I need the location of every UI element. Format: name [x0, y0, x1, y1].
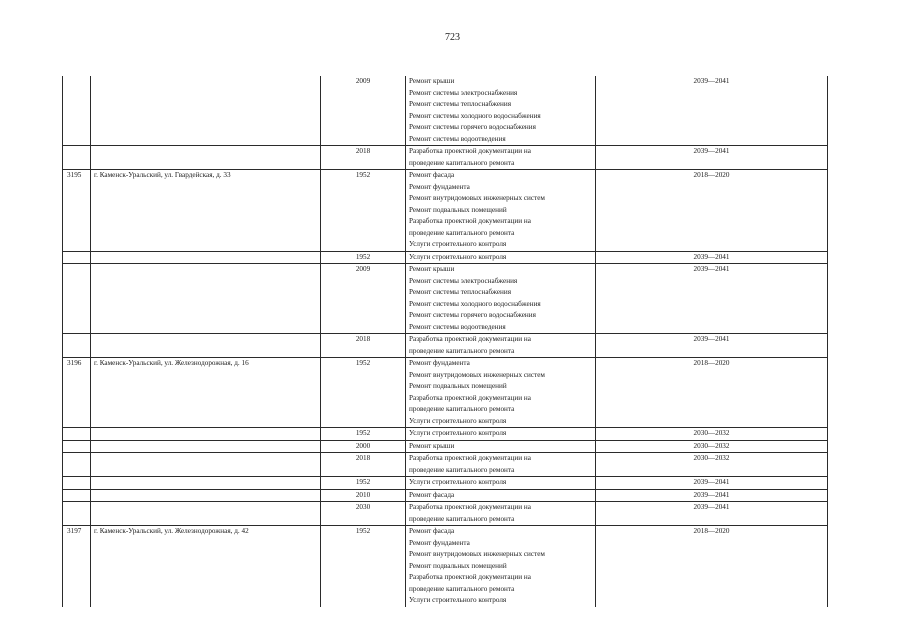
- period-cell: 2039—2041: [596, 477, 828, 490]
- table-row: [63, 477, 828, 490]
- period-cell: 2018—2020: [596, 358, 828, 428]
- period-cell: 2039—2041: [596, 264, 828, 334]
- work-item: Разработка проектной документации на: [409, 454, 531, 462]
- work-item: Ремонт подвальных помещений: [409, 382, 507, 390]
- work-item: Услуги строительного контроля: [409, 596, 507, 604]
- works-cell: [406, 428, 596, 441]
- object-number-cell: [63, 453, 91, 477]
- object-number-cell: [63, 440, 91, 453]
- works-cell: [406, 489, 596, 502]
- address-cell: г. Каменск-Уральский, ул. Гвардейская, д. 33: [91, 170, 321, 252]
- work-item: Ремонт системы холодного водоснабжения: [409, 299, 541, 308]
- work-item: Услуги строительного контроля: [409, 478, 507, 486]
- address-cell: [91, 477, 321, 490]
- object-number-cell: 3195: [63, 170, 91, 252]
- address-cell: [91, 146, 321, 170]
- work-item: Ремонт системы электроснабжения: [409, 276, 518, 285]
- works-cell: [406, 334, 596, 358]
- table-body: [63, 76, 828, 607]
- object-number-cell: [63, 502, 91, 526]
- work-item: Ремонт фасада: [409, 527, 455, 535]
- work-item: Ремонт системы горячего водоснабжения: [409, 311, 536, 319]
- table-row: [63, 489, 828, 502]
- table-row: [63, 251, 828, 264]
- works-cell: [406, 264, 596, 334]
- repair-schedule-table: [62, 76, 828, 607]
- work-item: Услуги строительного контроля: [409, 416, 507, 425]
- work-item: Услуги строительного контроля: [409, 240, 507, 248]
- works-cell: [406, 477, 596, 490]
- table-row: [63, 502, 828, 526]
- work-item: Разработка проектной документации на: [409, 147, 531, 155]
- work-item: Ремонт подвальных помещений: [409, 561, 507, 570]
- works-cell: [406, 251, 596, 264]
- object-number-cell: [63, 76, 91, 146]
- period-cell: 2039—2041: [596, 251, 828, 264]
- work-item: Услуги строительного контроля: [409, 252, 507, 261]
- table-row: [63, 358, 828, 428]
- address-cell: [91, 428, 321, 441]
- work-item: проведение капитального ремонта: [409, 584, 515, 593]
- year-cell: 1952: [321, 477, 406, 490]
- work-item: Ремонт внутридомовых инженерных систем: [409, 194, 545, 202]
- year-cell: 2009: [321, 264, 406, 334]
- year-cell: 2018: [321, 453, 406, 477]
- period-cell: 2039—2041: [596, 502, 828, 526]
- works-cell: [406, 76, 596, 146]
- period-cell: 2030—2032: [596, 453, 828, 477]
- work-item: Услуги строительного контроля: [409, 429, 507, 437]
- object-number-cell: 3196: [63, 358, 91, 428]
- works-cell: [406, 453, 596, 477]
- address-cell: [91, 440, 321, 453]
- work-item: проведение капитального ремонта: [409, 228, 515, 237]
- address-cell: [91, 264, 321, 334]
- work-item: Разработка проектной документации на: [409, 217, 531, 225]
- work-item: проведение капитального ремонта: [409, 405, 515, 413]
- year-cell: 1952: [321, 428, 406, 441]
- work-item: Ремонт крыши: [409, 77, 455, 85]
- object-number-cell: [63, 334, 91, 358]
- table-row: [63, 526, 828, 607]
- works-cell: [406, 526, 596, 607]
- year-cell: 1952: [321, 170, 406, 252]
- object-number-cell: [63, 146, 91, 170]
- work-item: Ремонт системы водоотведения: [409, 134, 506, 143]
- work-item: Ремонт системы теплоснабжения: [409, 100, 512, 108]
- table-row: [63, 76, 828, 146]
- object-number-cell: [63, 489, 91, 502]
- work-item: Ремонт системы горячего водоснабжения: [409, 123, 536, 131]
- year-cell: 2010: [321, 489, 406, 502]
- address-cell: [91, 489, 321, 502]
- table-row: [63, 453, 828, 477]
- year-cell: 2018: [321, 146, 406, 170]
- period-cell: 2039—2041: [596, 146, 828, 170]
- work-item: Ремонт крыши: [409, 441, 455, 450]
- year-cell: 2018: [321, 334, 406, 358]
- year-cell: 1952: [321, 251, 406, 264]
- work-item: проведение капитального ремонта: [409, 346, 515, 355]
- work-item: Ремонт системы водоотведения: [409, 322, 506, 331]
- work-item: Ремонт фундамента: [409, 182, 470, 191]
- address-cell: [91, 76, 321, 146]
- period-cell: 2039—2041: [596, 334, 828, 358]
- period-cell: 2018—2020: [596, 170, 828, 252]
- work-item: Ремонт внутридомовых инженерных систем: [409, 370, 545, 379]
- year-cell: 2030: [321, 502, 406, 526]
- work-item: Разработка проектной документации на: [409, 573, 531, 581]
- period-cell: 2018—2020: [596, 526, 828, 607]
- work-item: проведение капитального ремонта: [409, 465, 515, 474]
- work-item: Ремонт крыши: [409, 265, 455, 273]
- object-number-cell: [63, 477, 91, 490]
- table-row: [63, 264, 828, 334]
- period-cell: 2039—2041: [596, 76, 828, 146]
- table-row: [63, 428, 828, 441]
- work-item: Ремонт подвальных помещений: [409, 205, 507, 214]
- year-cell: 1952: [321, 526, 406, 607]
- work-item: Ремонт системы теплоснабжения: [409, 288, 512, 296]
- work-item: Ремонт фундамента: [409, 538, 470, 547]
- address-cell: [91, 502, 321, 526]
- table-row: [63, 146, 828, 170]
- work-item: Ремонт фасада: [409, 171, 455, 179]
- work-item: Разработка проектной документации на: [409, 503, 531, 511]
- work-item: Ремонт фасада: [409, 490, 455, 499]
- address-cell: [91, 453, 321, 477]
- year-cell: 1952: [321, 358, 406, 428]
- object-number-cell: [63, 428, 91, 441]
- work-item: Разработка проектной документации на: [409, 393, 531, 402]
- work-item: Ремонт системы холодного водоснабжения: [409, 111, 541, 120]
- works-cell: [406, 146, 596, 170]
- table-row: [63, 440, 828, 453]
- address-cell: [91, 334, 321, 358]
- object-number-cell: [63, 251, 91, 264]
- works-cell: [406, 170, 596, 252]
- table-row: [63, 334, 828, 358]
- address-cell: г. Каменск-Уральский, ул. Железнодорожная, д. 16: [91, 358, 321, 428]
- work-item: проведение капитального ремонта: [409, 514, 515, 523]
- work-item: проведение капитального ремонта: [409, 158, 515, 167]
- object-number-cell: [63, 264, 91, 334]
- address-cell: [91, 251, 321, 264]
- work-item: Ремонт внутридомовых инженерных систем: [409, 550, 545, 558]
- address-cell: г. Каменск-Уральский, ул. Железнодорожная, д. 42: [91, 526, 321, 607]
- object-number-cell: 3197: [63, 526, 91, 607]
- works-cell: [406, 440, 596, 453]
- period-cell: 2030—2032: [596, 440, 828, 453]
- works-cell: [406, 358, 596, 428]
- work-item: Разработка проектной документации на: [409, 335, 531, 343]
- year-cell: 2000: [321, 440, 406, 453]
- work-item: Ремонт фундамента: [409, 359, 470, 367]
- table-row: [63, 170, 828, 252]
- work-item: Ремонт системы электроснабжения: [409, 88, 518, 97]
- page-number: 723: [445, 32, 460, 43]
- period-cell: 2030—2032: [596, 428, 828, 441]
- works-cell: [406, 502, 596, 526]
- period-cell: 2039—2041: [596, 489, 828, 502]
- year-cell: 2009: [321, 76, 406, 146]
